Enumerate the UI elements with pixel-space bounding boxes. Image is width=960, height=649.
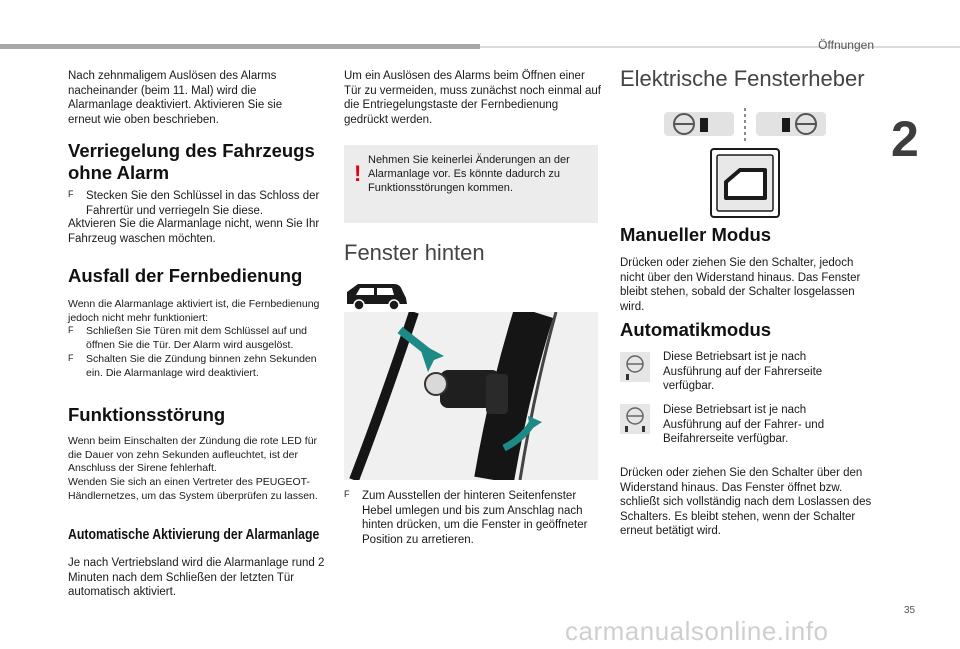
bullet-marker: F [68,353,74,363]
steering-wheel-both-icon [620,404,650,434]
warning-box [344,145,598,223]
paragraph: Wenn beim Einschalten der Zündung die rote LED für die Dauer von zehn Sekunden aufleuchtet, ist der Anschluss der Sirene fehlerhaft. [68,435,318,474]
intro-paragraph: Um ein Auslösen des Alarms beim Öffnen einer Tür zu vermeiden, muss zunächst noch einmal auf die Entriegelungstaste der Fernbedienung gedrückt werden. [344,70,601,126]
steering-wheel-driver-icon [620,352,650,382]
paragraph: Je nach Vertriebsland wird die Alarmanlage rund 2 Minuten nach dem Schließen der letzten Tür automatisch aktiviert. [68,557,325,598]
bullet-item [344,489,599,547]
watermark: carmanualsonline.info [565,616,829,646]
bullet-marker: F [68,325,74,335]
bullet-text: Zum Ausstellen der hinteren Seitenfenster Hebel umlegen und bis zum Anschlag nach hinten drücken, um die Fenster in geöffneter Position zu arretieren. [362,490,588,546]
heading-remote-failure: Ausfall der Fernbedienung [68,265,303,286]
bullet-item [68,325,324,352]
paragraph: Wenn die Alarmanlage aktiviert ist, die Fernbedienung jedoch nicht mehr funktioniert: [68,298,320,324]
van-icon [344,278,412,312]
paragraph: Diese Betriebsart ist je nach Ausführung auf der Fahrerseite verfügbar. [663,351,823,392]
heading-malfunction: Funktionsstörung [68,404,226,425]
header-bar [0,44,480,49]
heading-electric-windows: Elektrische Fensterheber [620,66,865,91]
heading-manual-mode: Manueller Modus [620,224,772,245]
heading-automatic-mode: Automatikmodus [620,319,772,340]
heading-automatic-activation: Automatische Aktivierung der Alarmanlage [68,526,320,543]
paragraph: Diese Betriebsart ist je nach Ausführung auf der Fahrer- und Beifahrerseite verfügbar. [663,404,825,445]
window-icon [710,148,780,218]
header-bar-light [480,46,960,48]
paragraph: Aktvieren Sie die Alarmanlage nicht, wenn Sie Ihr Fahrzeug waschen möchten. [68,218,320,245]
bullet-text: Schließen Sie Türen mit dem Schlüssel auf und öffnen Sie die Tür. Der Alarm wird ausgelöst. [86,325,308,351]
intro-paragraph: Nach zehnmaligem Auslösen des Alarms nacheinander (beim 11. Mal) wird die Alarmanlage deaktiviert. Aktivieren Sie sie erneut wie oben beschrieben. [68,70,283,126]
section-title: Öffnungen [818,38,874,52]
bullet-text: Schalten Sie die Zündung binnen zehn Sekunden ein. Die Alarmanlage wird deaktiviert. [86,353,317,379]
heading-rear-windows: Fenster hinten [344,240,485,265]
heading-lock-without-alarm: Verriegelung des Fahrzeugs ohne Alarm [68,140,315,183]
paragraph: Wenden Sie sich an einen Vertreter des PEUGEOT-Händlernetzes, um das System überprüfen zu lassen. [68,476,318,502]
bullet-marker: F [344,489,350,499]
bullet-marker: F [68,189,74,199]
chapter-number: 2 [891,111,919,167]
paragraph: Drücken oder ziehen Sie den Schalter über den Widerstand hinaus. Das Fenster öffnet bzw. schließt sich vollständig nach dem Loslassen des Schalters. Es bleibt stehen, wenn der Schalter erneut betätigt wird. [620,467,872,537]
paragraph: Drücken oder ziehen Sie den Schalter, jedoch nicht über den Widerstand hinaus. Das Fenster bleibt stehen, sobald der Schalter losgelassen wird. [620,257,861,313]
bullet-item [68,189,320,218]
rear-window-latch-illustration [344,312,598,480]
window-switch-panel-icon [664,108,826,144]
bullet-item [68,353,324,380]
warning-text: Nehmen Sie keinerlei Änderungen an der Alarmanlage vor. Es könnte dadurch zu Funktionsstörungen kommen. [368,154,570,194]
page-number: 35 [904,605,916,616]
warning-icon: ! [354,161,362,186]
bullet-text: Stecken Sie den Schlüssel in das Schloss der Fahrertür und verriegeln Sie diese. [86,190,320,217]
